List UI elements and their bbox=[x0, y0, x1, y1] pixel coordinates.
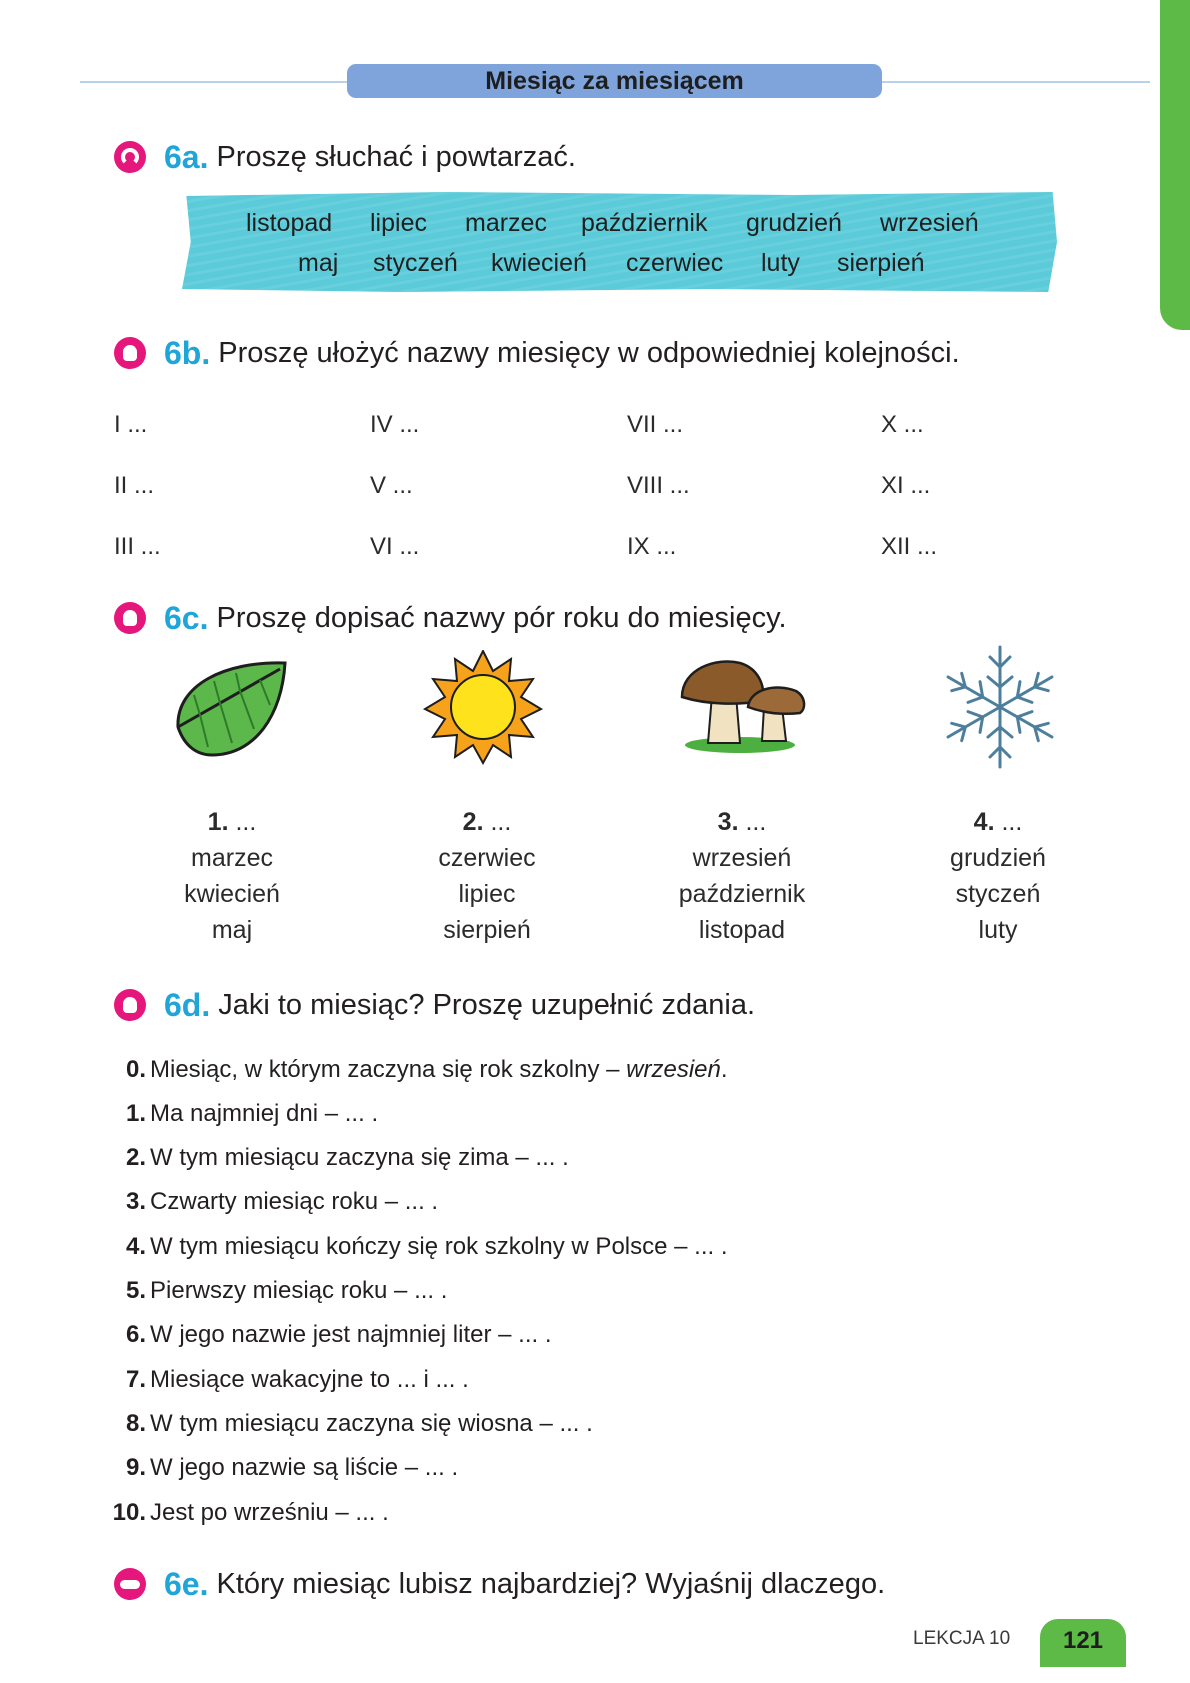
season-month: wrzesień bbox=[692, 844, 792, 872]
sentence-end: . bbox=[720, 1056, 728, 1083]
roman-item: VI ... bbox=[370, 533, 420, 560]
task-number: 6b. bbox=[164, 334, 211, 371]
season-group-4 bbox=[898, 804, 1098, 948]
season-number-line bbox=[642, 804, 842, 840]
task-number: 6d. bbox=[164, 986, 211, 1023]
sentence-number: 2. bbox=[125, 1144, 146, 1171]
word-item: czerwiec bbox=[626, 249, 724, 277]
task-6d-heading bbox=[114, 980, 755, 1030]
season-month: styczeń bbox=[955, 880, 1041, 908]
sentence-item bbox=[102, 1100, 378, 1128]
roman-item: IX ... bbox=[627, 533, 677, 560]
roman-item: I ... bbox=[114, 411, 148, 438]
sentence-text: W jego nazwie jest najmniej liter – ... . bbox=[150, 1321, 552, 1348]
season-number: 2. bbox=[462, 808, 484, 836]
sentence-item bbox=[102, 1277, 447, 1305]
word-item: marzec bbox=[465, 209, 547, 237]
sentence-number: 0. bbox=[125, 1056, 146, 1083]
roman-item: VII ... bbox=[627, 411, 684, 438]
hand-icon bbox=[114, 602, 146, 634]
word-item: lipiec bbox=[370, 209, 427, 237]
word-row-1 bbox=[0, 209, 1190, 241]
season-number: 1. bbox=[207, 808, 229, 836]
task-instruction: Proszę dopisać nazwy pór roku do miesięcy. bbox=[216, 601, 787, 634]
season-number-line bbox=[132, 804, 332, 840]
season-month: październik bbox=[678, 880, 806, 908]
sentence-item bbox=[102, 1233, 728, 1261]
season-group-3 bbox=[642, 804, 842, 948]
season-blank: ... bbox=[994, 808, 1023, 836]
season-month: maj bbox=[211, 916, 253, 944]
task-6b-heading bbox=[114, 328, 960, 378]
season-group-2 bbox=[387, 804, 587, 948]
word-item: listopad bbox=[246, 209, 333, 237]
season-month: sierpień bbox=[443, 916, 531, 944]
sentence-number: 8. bbox=[125, 1410, 146, 1437]
roman-item: XI ... bbox=[881, 472, 931, 499]
sentence-number: 6. bbox=[125, 1321, 146, 1348]
sentence-text: W tym miesiącu zaczyna się wiosna – ... . bbox=[150, 1410, 593, 1437]
task-instruction: Proszę ułożyć nazwy miesięcy w odpowiedniej kolejności. bbox=[218, 336, 960, 369]
headphones-icon bbox=[114, 141, 146, 173]
roman-item: V ... bbox=[370, 472, 413, 499]
roman-item: X ... bbox=[881, 411, 924, 438]
page-number: 121 bbox=[1040, 1619, 1126, 1667]
mouth-icon bbox=[114, 1568, 146, 1600]
sentence-text: W tym miesiącu zaczyna się zima – ... . bbox=[150, 1144, 569, 1171]
season-month: lipiec bbox=[458, 880, 516, 908]
roman-item: XII ... bbox=[881, 533, 938, 560]
sentence-number: 7. bbox=[125, 1366, 146, 1393]
season-month: luty bbox=[978, 916, 1018, 944]
sentence-item bbox=[102, 1188, 438, 1216]
page-title: Miesiąc za miesiącem bbox=[347, 64, 882, 98]
task-instruction: Jaki to miesiąc? Proszę uzupełnić zdania. bbox=[218, 988, 756, 1021]
roman-item: II ... bbox=[114, 472, 155, 499]
sentence-text: Czwarty miesiąc roku – ... . bbox=[150, 1188, 439, 1215]
task-6a-heading bbox=[114, 132, 576, 182]
sentence-text: W jego nazwie są liście – ... . bbox=[150, 1454, 459, 1481]
season-group-1 bbox=[132, 804, 332, 948]
sentence-text: Miesiące wakacyjne to ... i ... . bbox=[150, 1366, 469, 1393]
word-item: grudzień bbox=[746, 209, 842, 237]
sentence-number: 5. bbox=[125, 1277, 146, 1304]
sentence-text: Ma najmniej dni – ... . bbox=[150, 1100, 379, 1127]
sentence-text: W tym miesiącu kończy się rok szkolny w Polsce – ... . bbox=[150, 1233, 728, 1260]
snowflake-icon bbox=[935, 643, 1065, 771]
season-number: 3. bbox=[717, 808, 739, 836]
season-month: marzec bbox=[191, 844, 273, 872]
task-instruction: Proszę słuchać i powtarzać. bbox=[216, 140, 576, 173]
word-item: sierpień bbox=[837, 249, 925, 277]
sentence-item bbox=[102, 1410, 593, 1438]
sentence-number: 4. bbox=[125, 1233, 146, 1260]
sentence-text: Jest po wrześniu – ... . bbox=[150, 1499, 389, 1526]
sentence-item bbox=[102, 1366, 469, 1394]
leaf-icon bbox=[170, 655, 295, 765]
word-item: wrzesień bbox=[880, 209, 979, 237]
season-blank: ... bbox=[228, 808, 257, 836]
hand-icon bbox=[114, 337, 146, 369]
word-item: styczeń bbox=[373, 249, 458, 277]
season-number-line bbox=[898, 804, 1098, 840]
sentence-item bbox=[102, 1144, 569, 1172]
word-row-2 bbox=[0, 249, 1190, 281]
task-number: 6a. bbox=[164, 138, 209, 175]
roman-item: VIII ... bbox=[627, 472, 690, 499]
season-month: listopad bbox=[698, 916, 786, 944]
sentence-number: 1. bbox=[125, 1100, 146, 1127]
sentence-number: 10. bbox=[112, 1499, 146, 1526]
roman-item: IV ... bbox=[370, 411, 420, 438]
lesson-label: LEKCJA 10 bbox=[913, 1628, 1011, 1649]
sentence-item bbox=[102, 1454, 458, 1482]
task-number: 6e. bbox=[164, 1565, 209, 1602]
word-item: październik bbox=[581, 209, 708, 237]
sentence-text: Pierwszy miesiąc roku – ... . bbox=[150, 1277, 448, 1304]
sentence-item bbox=[102, 1321, 552, 1349]
season-month: czerwiec bbox=[438, 844, 536, 872]
season-month: grudzień bbox=[950, 844, 1046, 872]
word-item: kwiecień bbox=[491, 249, 587, 277]
sentence-number: 3. bbox=[125, 1188, 146, 1215]
sun-icon bbox=[418, 650, 548, 765]
word-item: luty bbox=[761, 249, 800, 277]
season-blank: ... bbox=[738, 808, 767, 836]
hand-icon bbox=[114, 989, 146, 1021]
sentence-answer: wrzesień bbox=[626, 1056, 721, 1083]
mushroom-icon bbox=[678, 655, 808, 755]
task-instruction: Który miesiąc lubisz najbardziej? Wyjaśnij dlaczego. bbox=[216, 1567, 886, 1600]
word-item: maj bbox=[298, 249, 339, 277]
task-number: 6c. bbox=[164, 599, 209, 636]
sentence-item bbox=[102, 1056, 728, 1084]
sentence-item bbox=[102, 1499, 389, 1527]
season-blank: ... bbox=[483, 808, 512, 836]
roman-item: III ... bbox=[114, 533, 161, 560]
season-number: 4. bbox=[973, 808, 995, 836]
sentence-text: Miesiąc, w którym zaczyna się rok szkolny – bbox=[150, 1056, 627, 1083]
season-month: kwiecień bbox=[184, 880, 280, 908]
task-6c-heading bbox=[114, 593, 787, 643]
sentence-number: 9. bbox=[125, 1454, 146, 1481]
task-6e-heading bbox=[114, 1559, 885, 1609]
season-number-line bbox=[387, 804, 587, 840]
